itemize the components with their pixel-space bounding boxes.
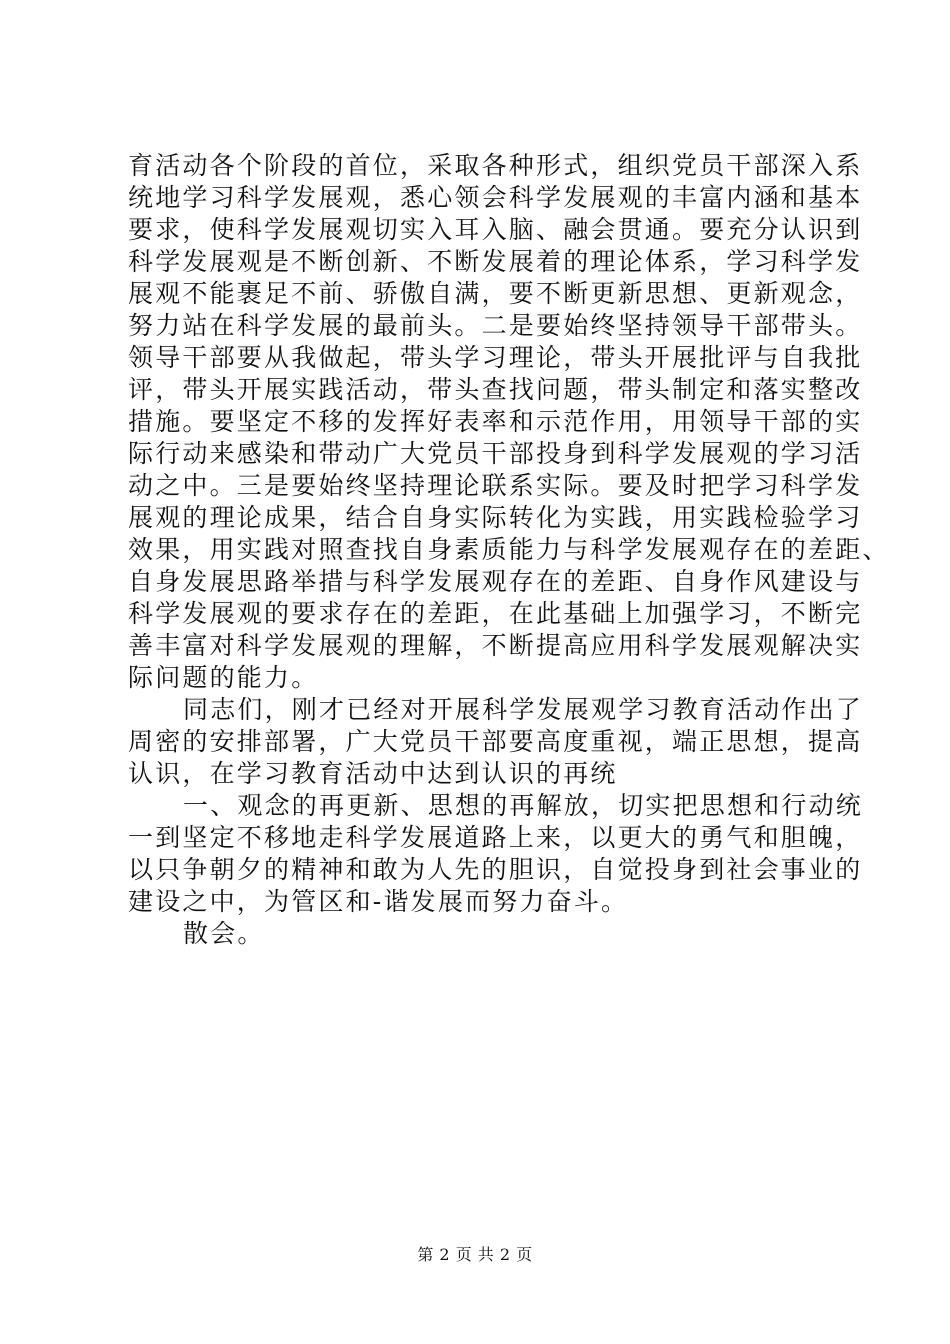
text-line: 动之中。三是要始终坚持理论联系实际。要及时把学习科学发 (128, 471, 863, 500)
text-line: 育活动各个阶段的首位，采取各种形式，组织党员干部深入系 (128, 151, 863, 180)
text-line: 科学发展观的要求存在的差距，在此基础上加强学习，不断完 (128, 599, 863, 628)
text-line: 以只争朝夕的精神和敢为人先的胆识，自觉投身到社会事业的 (128, 855, 863, 884)
text-line: 际行动来感染和带动广大党员干部投身到科学发展观的学习活 (128, 439, 863, 468)
text-line: 善丰富对科学发展观的理解，不断提高应用科学发展观解决实 (128, 631, 863, 660)
text-line: 际问题的能力。 (128, 663, 319, 692)
text-line: 同志们，刚才已经对开展科学发展观学习教育活动作出了 (183, 695, 864, 724)
text-line: 评，带头开展实践活动，带头查找问题，带头制定和落实整改 (128, 375, 863, 404)
text-line: 散会。 (183, 919, 265, 948)
text-line: 自身发展思路举措与科学发展观存在的差距、自身作风建设与 (128, 567, 863, 596)
page-footer: 第 2 页 共 2 页 (417, 1245, 533, 1264)
text-line: 一、观念的再更新、思想的再解放，切实把思想和行动统 (183, 791, 864, 820)
text-line: 展观不能裹足不前、骄傲自满，要不断更新思想、更新观念， (128, 279, 863, 308)
text-line: 科学发展观是不断创新、不断发展着的理论体系，学习科学发 (128, 247, 863, 276)
text-line: 展观的理论成果，结合自身实际转化为实践，用实践检验学习 (128, 503, 863, 532)
document-body (128, 150, 890, 950)
text-line: 要求，使科学发展观切实入耳入脑、融会贯通。要充分认识到 (128, 215, 863, 244)
text-line: 认识，在学习教育活动中达到认识的再统 (128, 759, 618, 788)
text-line: 努力站在科学发展的最前头。二是要始终坚持领导干部带头。 (128, 311, 863, 340)
text-line: 周密的安排部署，广大党员干部要高度重视，端正思想，提高 (128, 727, 863, 756)
text-line: 统地学习科学发展观，悉心领会科学发展观的丰富内涵和基本 (128, 183, 863, 212)
text-line: 一到坚定不移地走科学发展道路上来，以更大的勇气和胆魄， (128, 823, 863, 852)
text-line: 效果，用实践对照查找自身素质能力与科学发展观存在的差距、 (128, 535, 890, 564)
text-line: 领导干部要从我做起，带头学习理论，带头开展批评与自我批 (128, 343, 863, 372)
text-line: 建设之中，为管区和-谐发展而努力奋斗。 (128, 887, 629, 916)
text-line: 措施。要坚定不移的发挥好表率和示范作用，用领导干部的实 (128, 407, 863, 436)
